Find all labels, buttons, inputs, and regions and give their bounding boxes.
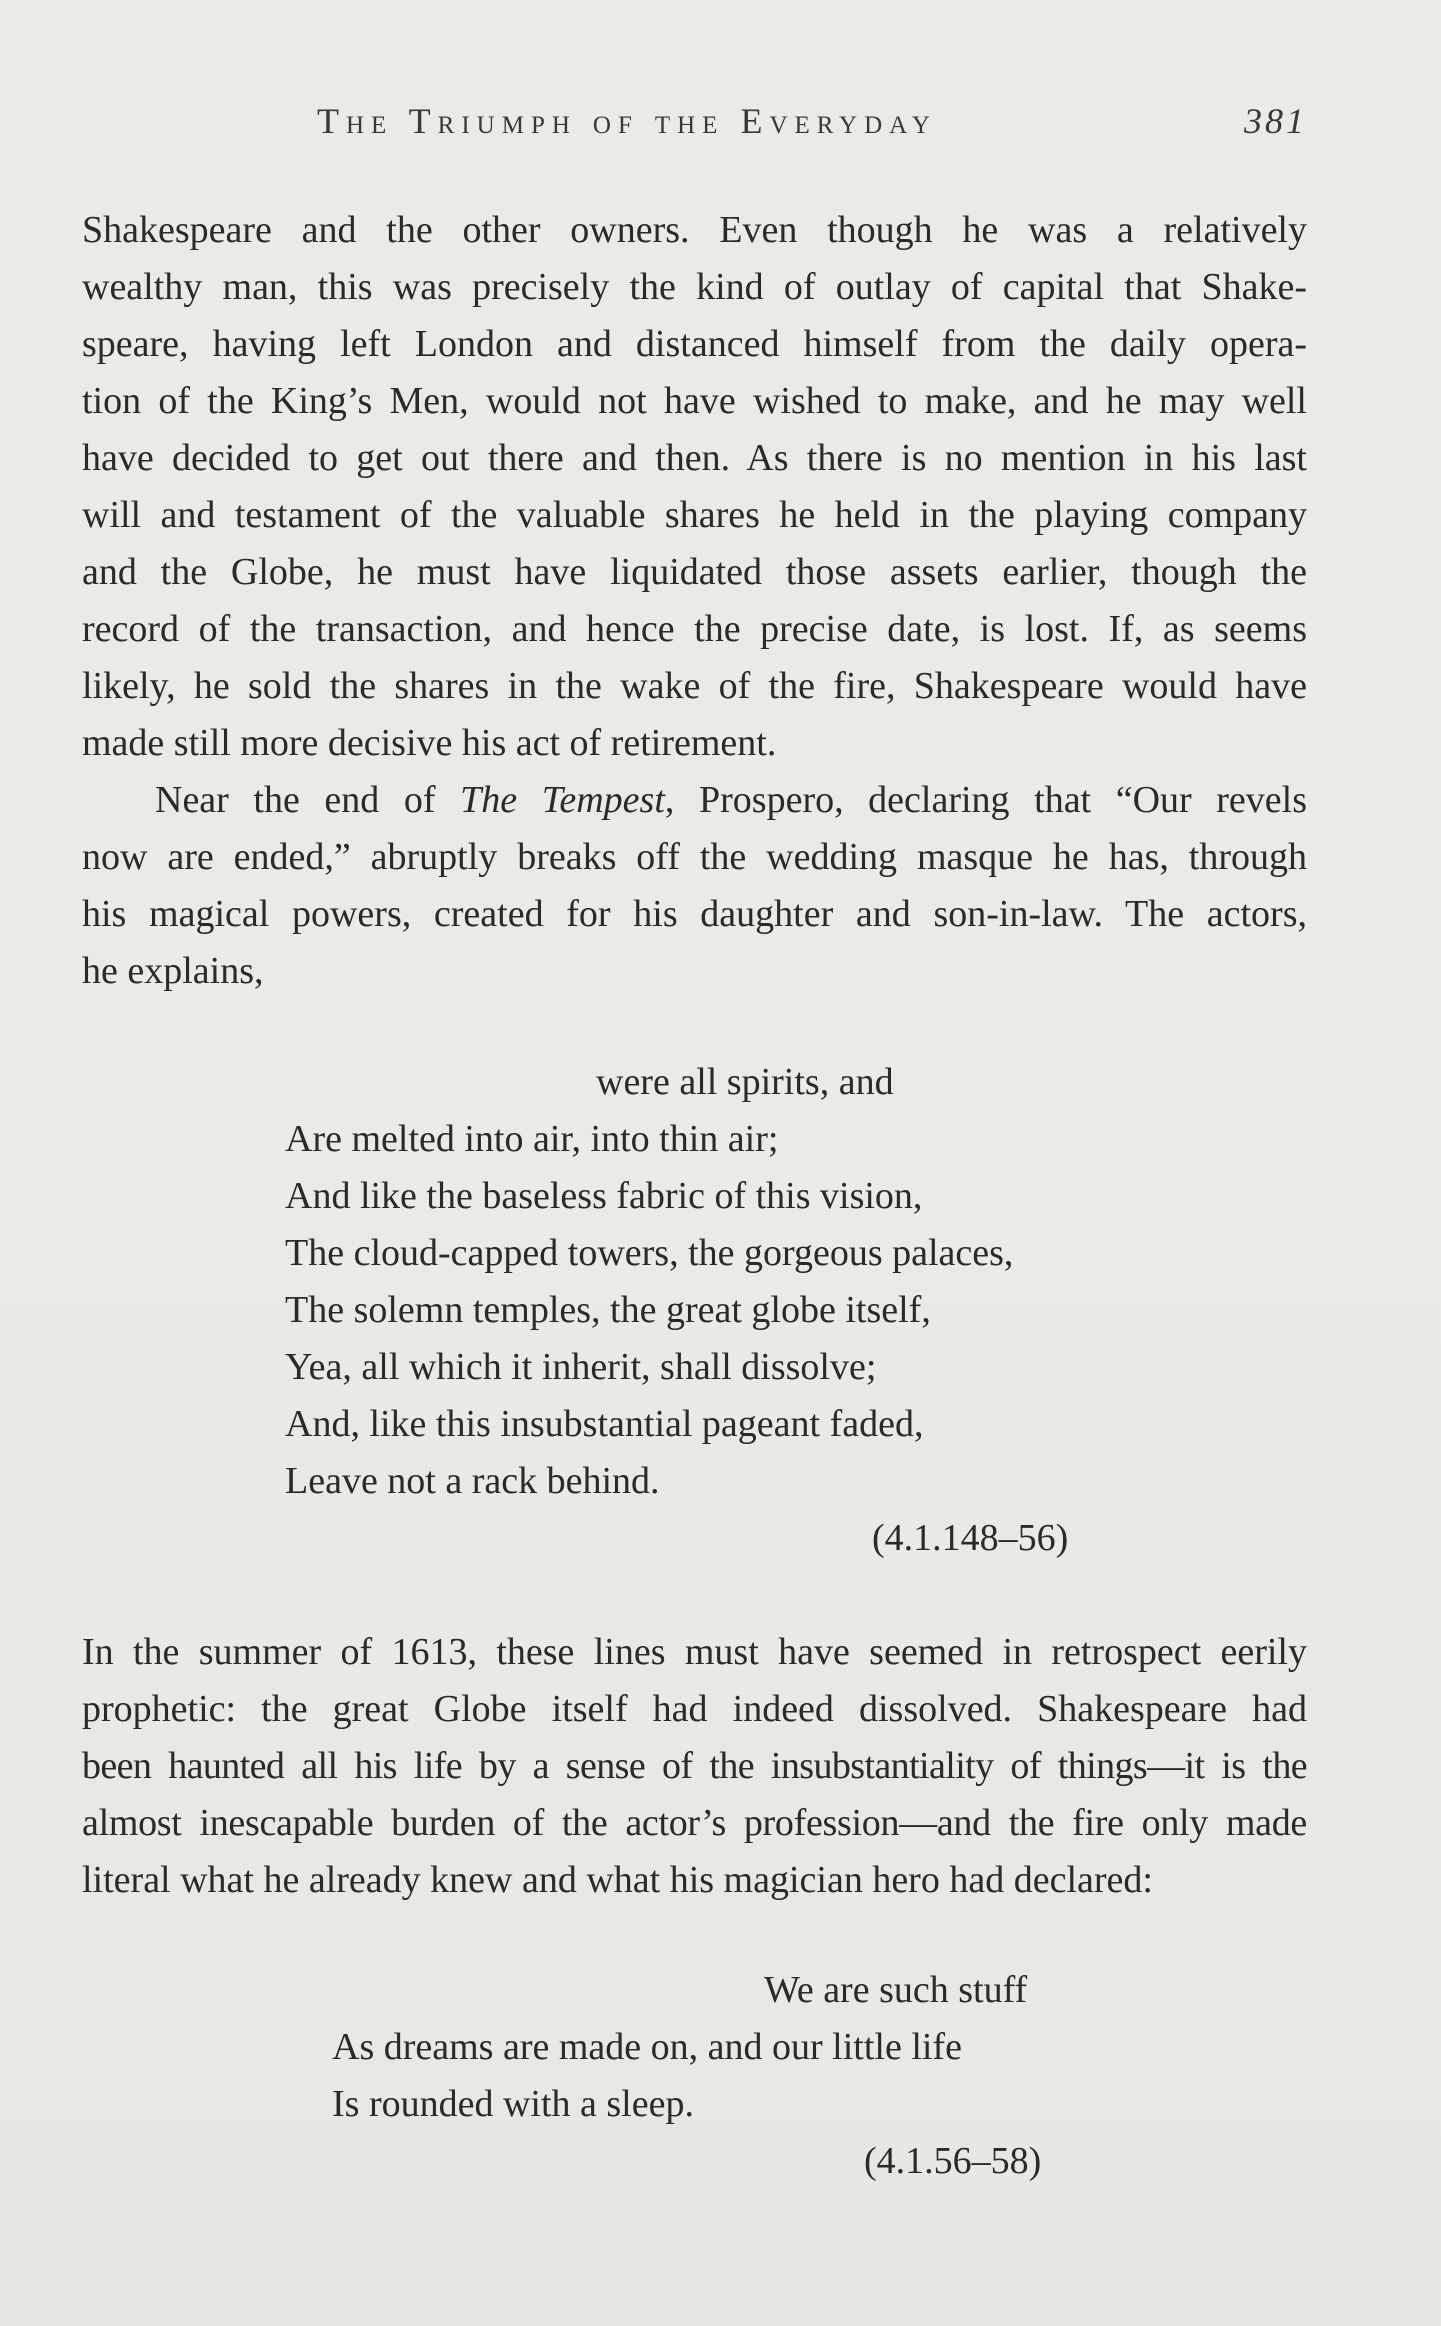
citation: (4.1.56–58) — [864, 2140, 1042, 2182]
text-line: In the summer of 1613, these lines must have seemed in retrospect eerily — [82, 1631, 1307, 1673]
text-line: been haunted all his life by a sense of the insubstantiality of things—it is the — [82, 1745, 1307, 1787]
text-line: and the Globe, he must have liquidated those assets earlier, though the — [82, 551, 1307, 593]
running-head — [82, 100, 1307, 160]
text-line: almost inescapable burden of the actor’s profession—and the fire only made — [82, 1802, 1307, 1844]
verse-line: And, like this insubstantial pageant faded, — [285, 1403, 924, 1445]
verse-line: The solemn temples, the great globe itself, — [285, 1289, 931, 1331]
text-span: Near the end of — [155, 779, 461, 821]
text-line: prophetic: the great Globe itself had indeed dissolved. Shakespeare had — [82, 1688, 1307, 1730]
running-title: The Triumph of the Everyday — [317, 101, 937, 141]
text-line: wealthy man, this was precisely the kind of outlay of capital that Shake- — [82, 266, 1307, 308]
text-line: literal what he already knew and what his magician hero had declared: — [82, 1859, 1153, 1901]
text-line: will and testament of the valuable shares he held in the playing company — [82, 494, 1307, 536]
verse-line: As dreams are made on, and our little life — [332, 2026, 962, 2068]
text-line: now are ended,” abruptly breaks off the wedding masque he has, through — [82, 836, 1307, 878]
text-line: speare, having left London and distanced himself from the daily opera- — [82, 323, 1307, 365]
play-title: The Tempest — [460, 779, 665, 821]
text-line: tion of the King’s Men, would not have wished to make, and he may well — [82, 380, 1307, 422]
verse-line: We are such stuff — [764, 1969, 1028, 2011]
text-span: , Prospero, declaring that “Our revels — [664, 779, 1307, 821]
verse-line: Is rounded with a sleep. — [332, 2083, 694, 2125]
text-line: his magical powers, created for his daughter and son-in-law. The actors, — [82, 893, 1307, 935]
verse-line: The cloud-capped towers, the gorgeous palaces, — [285, 1232, 1014, 1274]
page-number: 381 — [1244, 101, 1307, 141]
text-line — [155, 778, 1307, 822]
text-line: he explains, — [82, 950, 264, 992]
verse-line: Leave not a rack behind. — [285, 1460, 660, 1502]
verse-line: were all spirits, and — [596, 1061, 894, 1103]
text-line: likely, he sold the shares in the wake of the fire, Shakespeare would have — [82, 665, 1307, 707]
text-line: record of the transaction, and hence the precise date, is lost. If, as seems — [82, 608, 1307, 650]
text-line: made still more decisive his act of retirement. — [82, 722, 777, 764]
verse-line: And like the baseless fabric of this vision, — [285, 1175, 923, 1217]
text-line: have decided to get out there and then. As there is no mention in his last — [82, 437, 1307, 479]
verse-line: Are melted into air, into thin air; — [285, 1118, 779, 1160]
citation: (4.1.148–56) — [872, 1517, 1069, 1559]
verse-line: Yea, all which it inherit, shall dissolve; — [285, 1346, 877, 1388]
text-line: Shakespeare and the other owners. Even though he was a relatively — [82, 209, 1307, 251]
